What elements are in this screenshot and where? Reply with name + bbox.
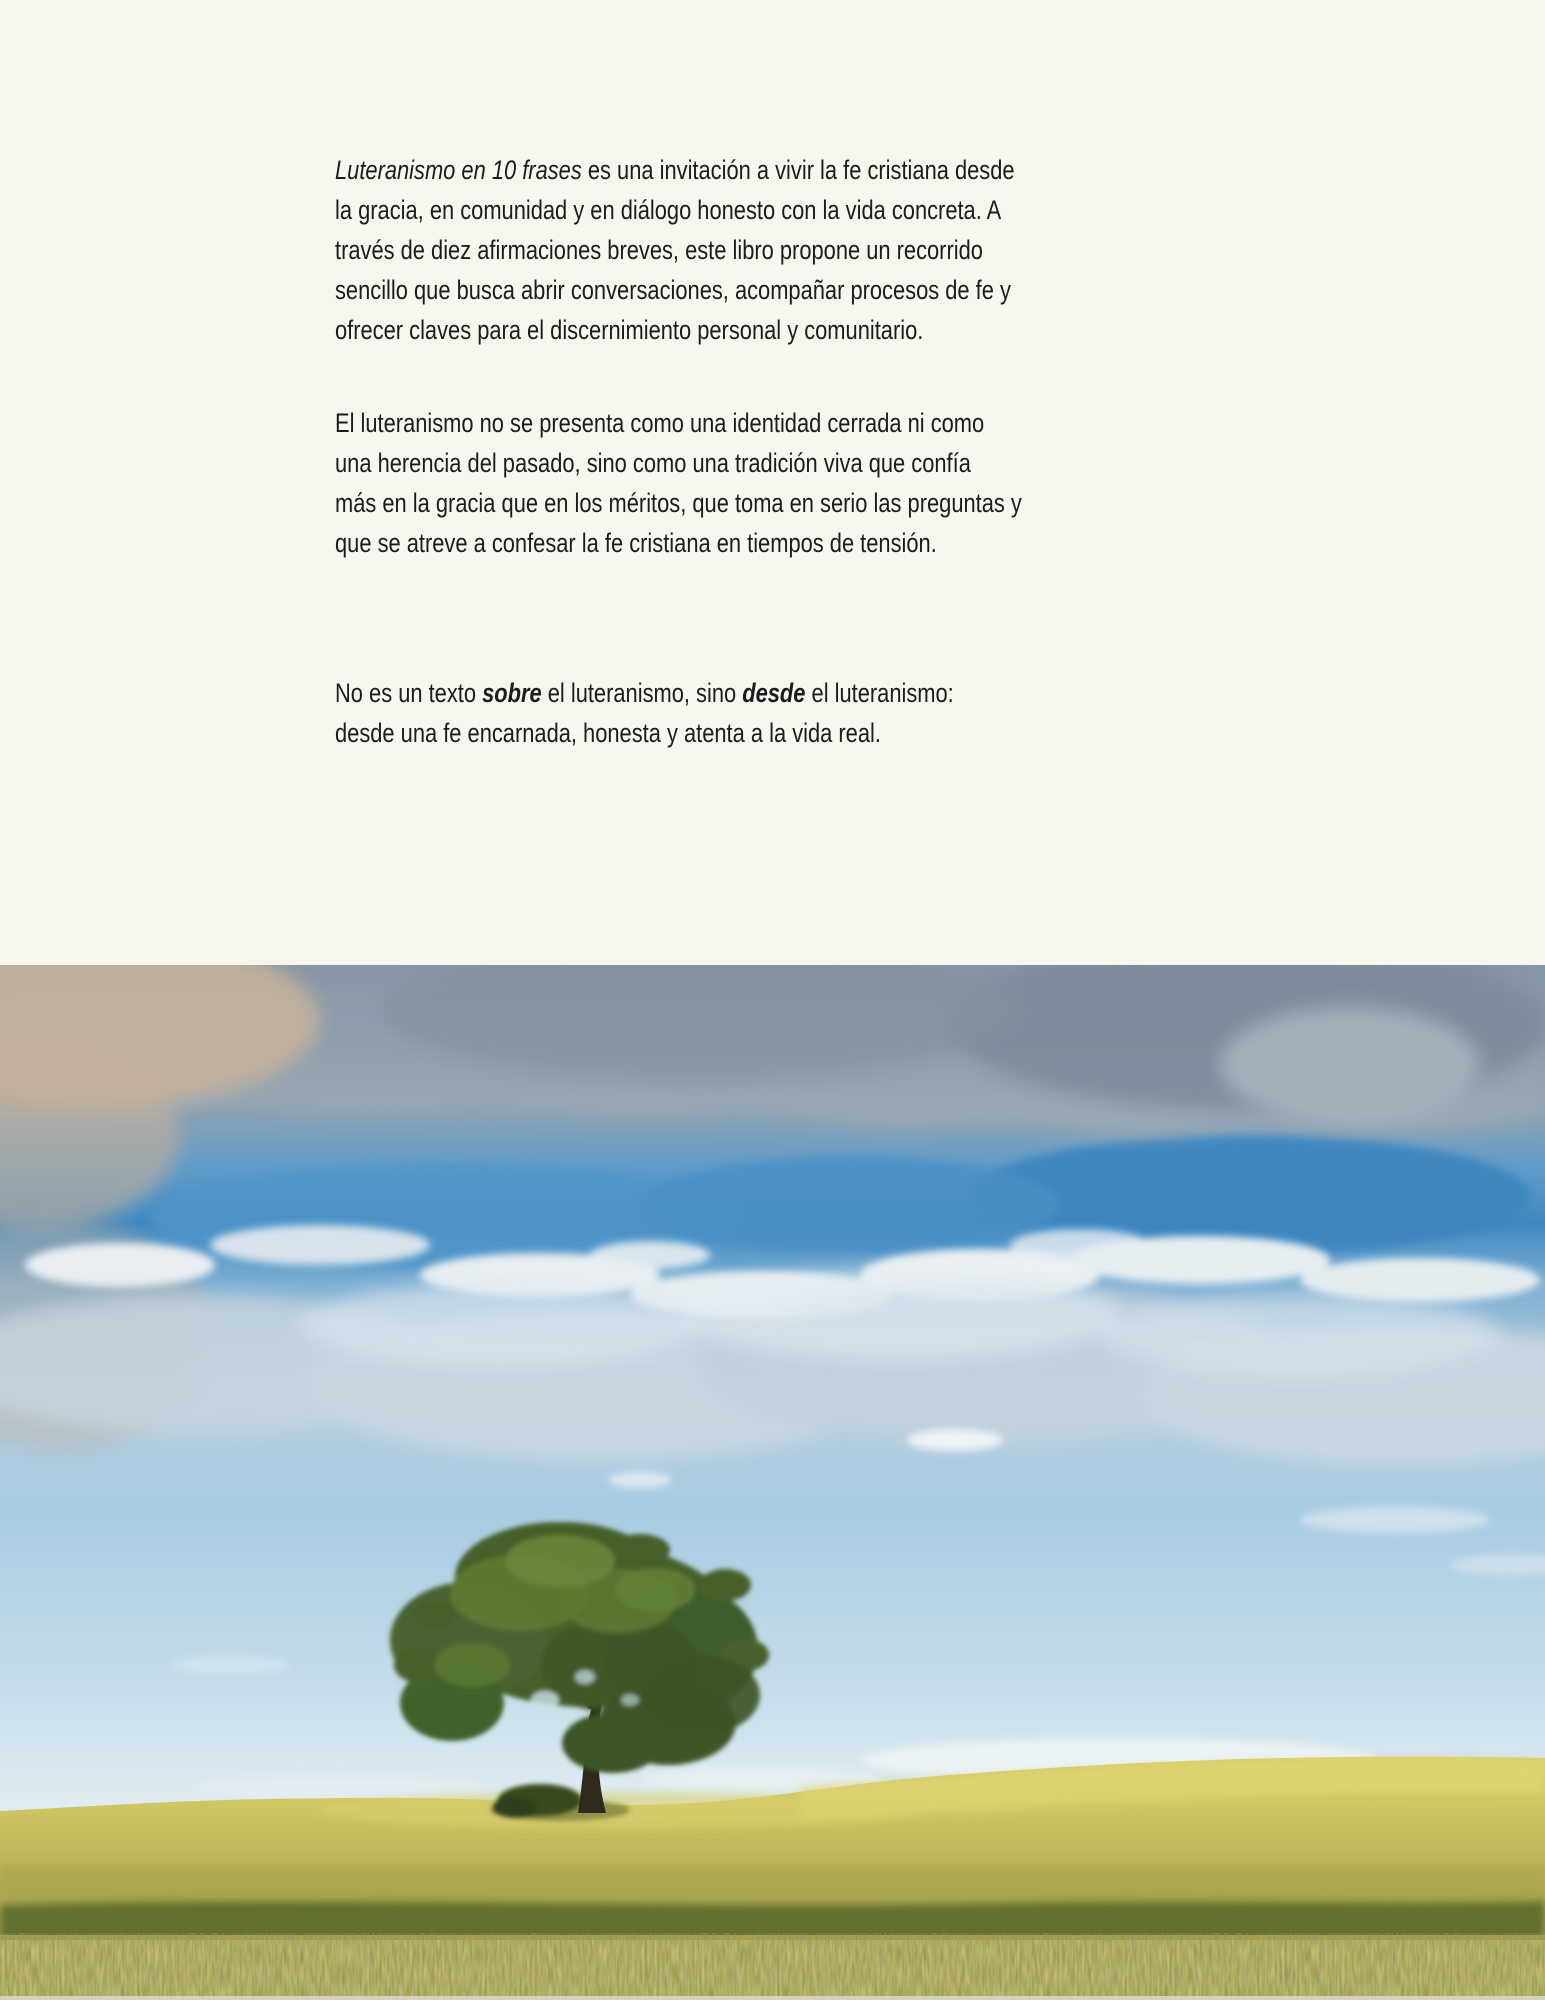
landscape-photo (0, 965, 1545, 2000)
text-segment: es una invitación a vivir la fe cristiana desde (581, 155, 1015, 185)
text-segment: desde (742, 678, 806, 708)
landscape-photo-image (0, 965, 1545, 2000)
text-segment: sobre (482, 678, 542, 708)
text-segment: que se atreve a confesar la fe cristiana en tiempos de tensión. (335, 528, 937, 558)
text-segment: El luteranismo no se presenta como una identidad cerrada ni como (335, 408, 985, 438)
text-segment: sencillo que busca abrir conversaciones, acompañar procesos de fe y (335, 275, 1011, 305)
text-segment: la gracia, en comunidad y en diálogo honesto con la vida concreta. A (335, 195, 1002, 225)
text-segment: No es un texto (335, 678, 483, 708)
text-segment: más en la gracia que en los méritos, que toma en serio las preguntas y (335, 488, 1022, 518)
intro-paragraph-1 (335, 150, 1348, 350)
text-segment: el luteranismo, sino (541, 678, 743, 708)
intro-text-block (335, 150, 1348, 753)
text-segment: Luteranismo en 10 frases (335, 155, 582, 185)
text-segment: ofrecer claves para el discernimiento personal y comunitario. (335, 315, 924, 345)
intro-paragraph-3 (335, 673, 1348, 753)
text-segment: través de diez afirmaciones breves, este libro propone un recorrido (335, 235, 983, 265)
intro-paragraph-2 (335, 403, 1348, 563)
text-segment: una herencia del pasado, sino como una tradición viva que confía (335, 448, 971, 478)
text-segment: desde una fe encarnada, honesta y atenta a la vida real. (335, 718, 881, 748)
text-segment: el luteranismo: (805, 678, 954, 708)
